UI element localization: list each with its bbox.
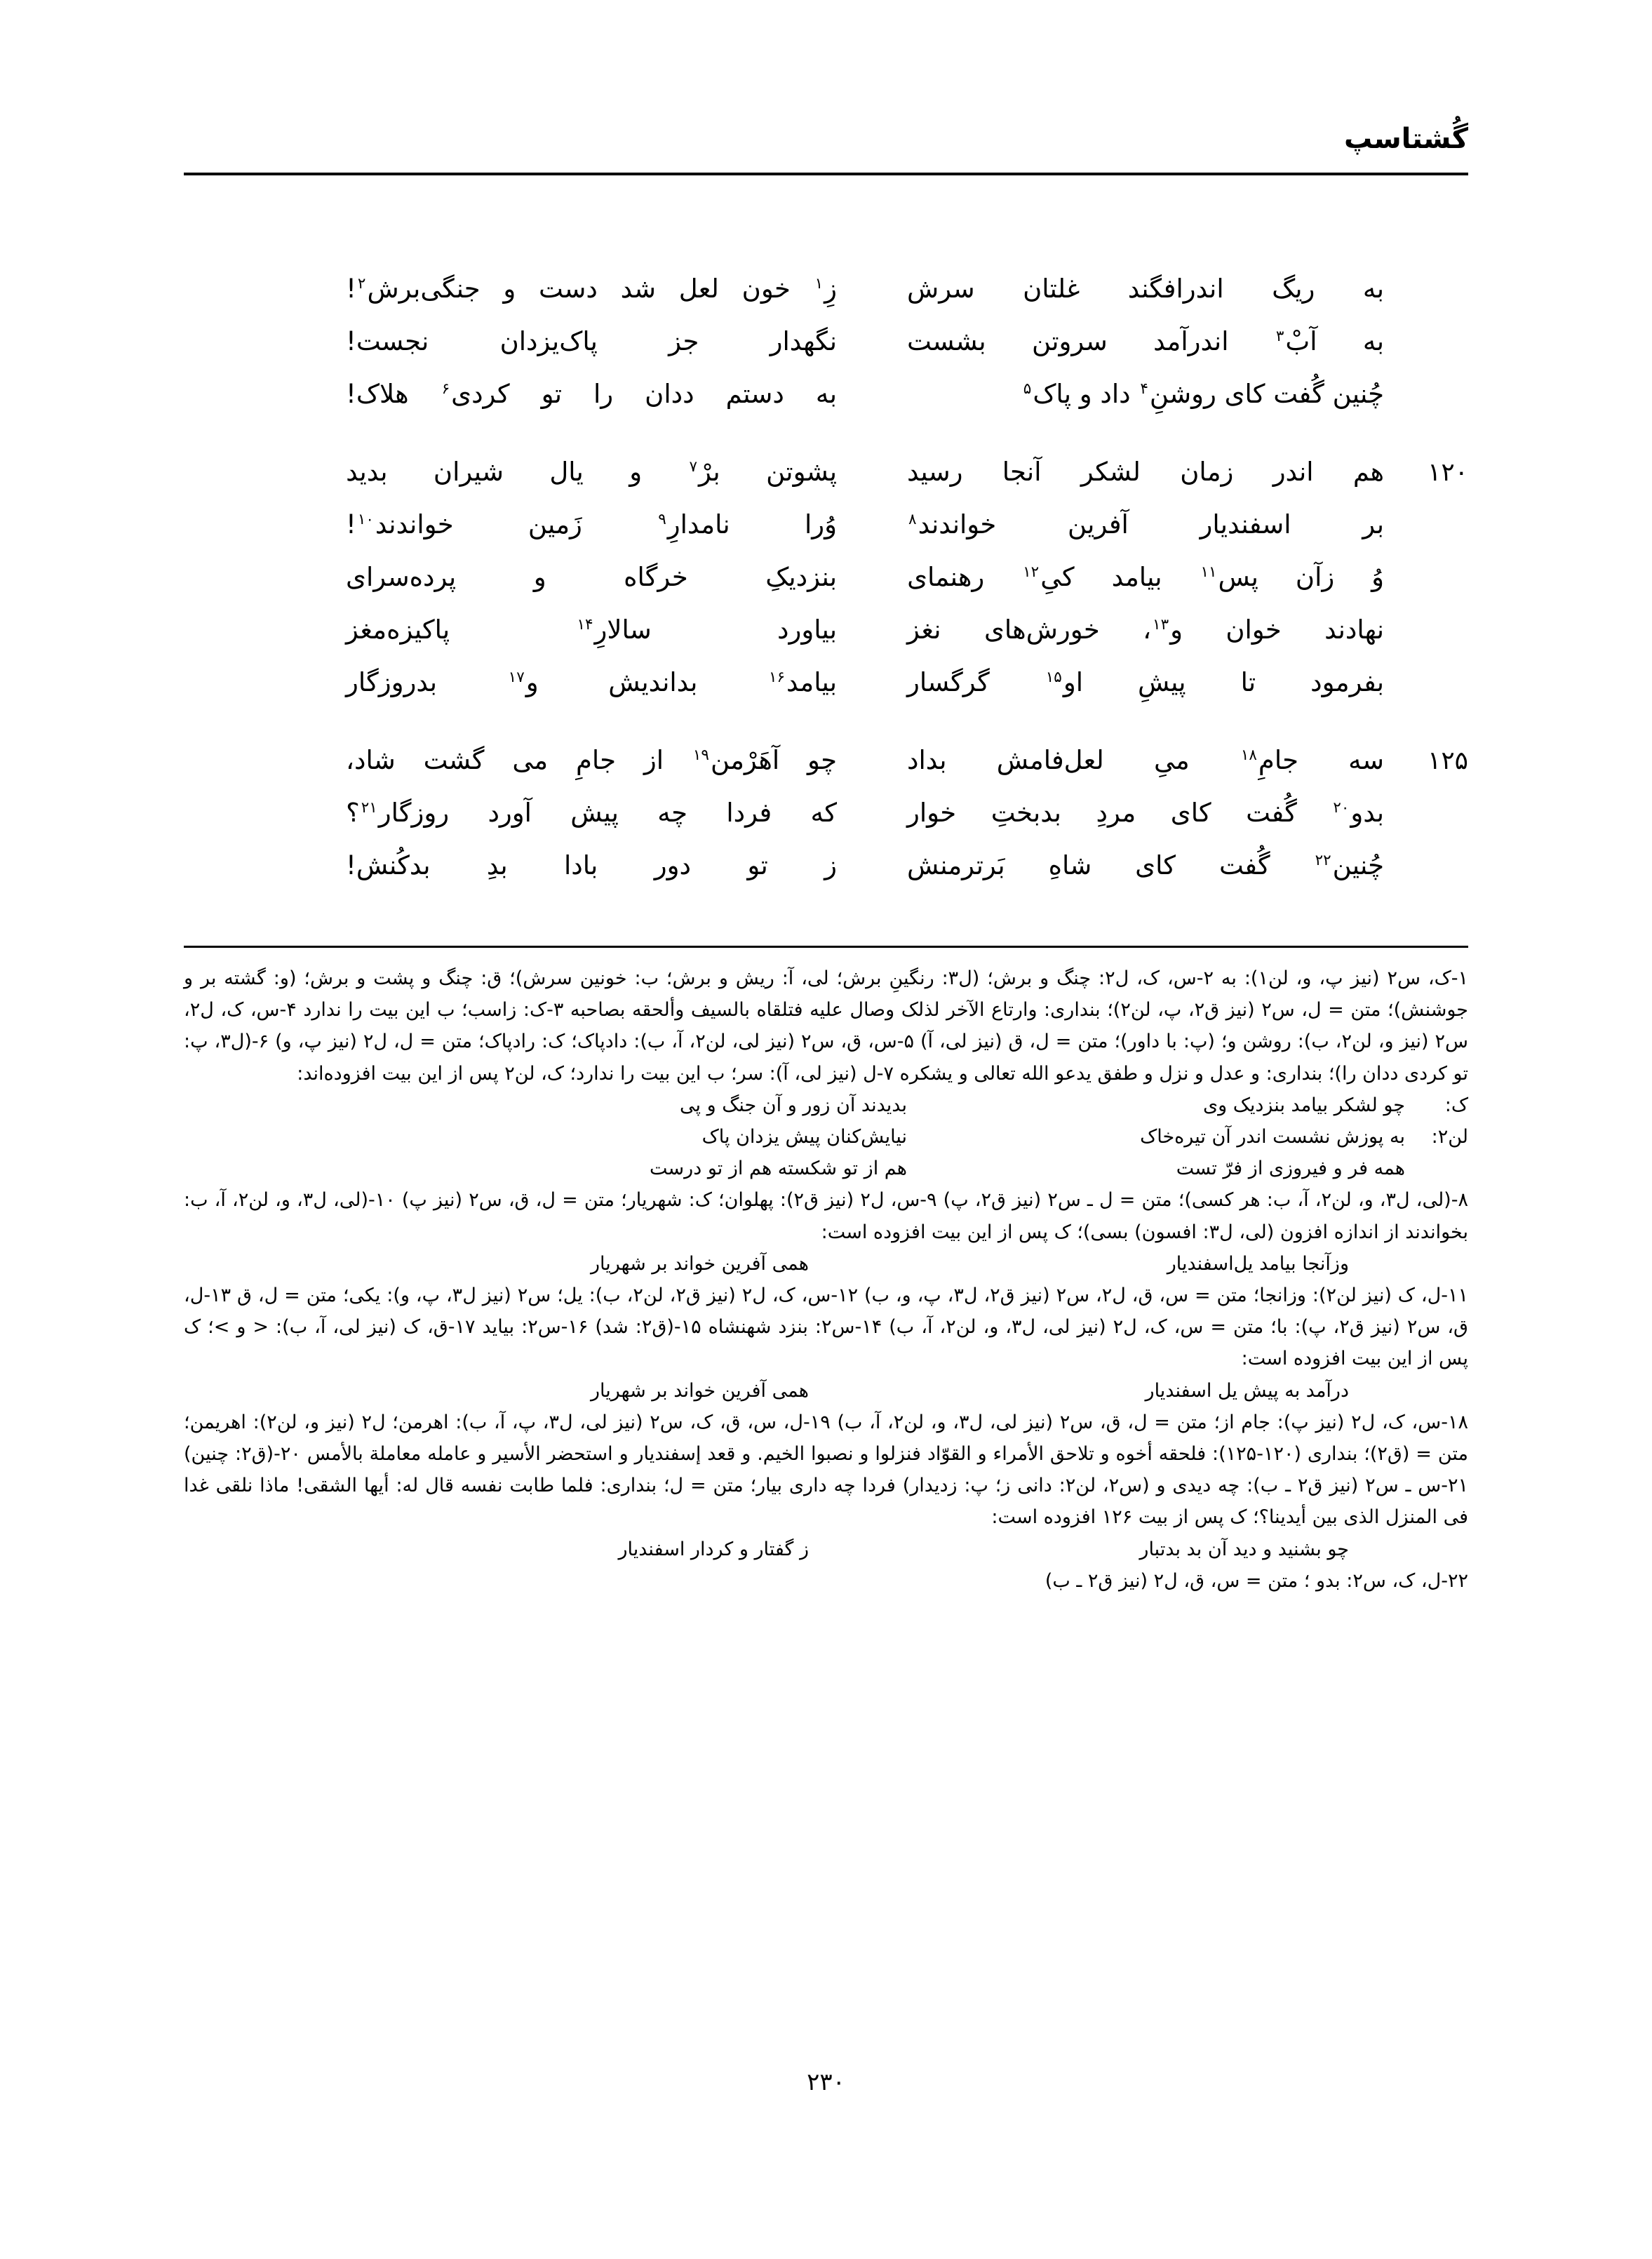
footnote-ref: ۲۰ bbox=[1333, 798, 1350, 817]
quoted-hemistich-second: بدیدند آن زور و آن جنگ و پی bbox=[679, 1094, 907, 1116]
quoted-hemistich-first: وزآنجا بیامد یل‌اسفندیار bbox=[1167, 1252, 1349, 1275]
apparatus-paragraph: ۲۲-ل، ک، س۲: بدو ؛ متن = س، ق، ل۲ (نیز ق۲ ـ ب) bbox=[1045, 1569, 1468, 1592]
quoted-hemistich-first: همه فر و فیروزی از فرّ تست bbox=[1176, 1158, 1405, 1180]
apparatus-paragraph: ۱-ک، س۲ (نیز پ، و، لن۱): به ۲-س، ک، ل۲: چنگ و برش؛ (ل۳: رنگینِ برش؛ لی، آ: ریش و برش؛ ب: خونین سرش)؛ ق: چنگ و پشت و برش؛ (و: گشته بر و جوشنش)؛ متن = ل، س۲ (نیز ق۲، پ، لن۲)؛ بنداری: وارتاع الآخر لذلک وصال علیه فتلقاه بالسیف وألحقه بصاحبه ۳-ک: زاسب؛ ب این بیت را ندارد ۴-س، ک، ل۲، س۲ (نیز و، لن۲، ب): روشن و؛ (پ: با داور)؛ متن = ل، ق (نیز لی، آ) ۵-س، ق، س۲ (نیز لی، لن۲، آ، ب): دادپاک؛ ک: رادپاک؛ متن = ل، ل۲ (نیز پ، و) ۶-(ل۳، پ: تو کردی ددان را)؛ بنداری: و عدل و نزل و طفق یدعو الله تعالی و یشکره ۷-ل (نیز لی، آ): سر؛ ب این بیت را ندارد؛ ک، لن۲ پس از این بیت افزوده‌اند: bbox=[184, 967, 1469, 1085]
footnote-ref: ۹ bbox=[658, 510, 666, 528]
hemistich-second: نگهدار جز پاک‌یزدان نجست! bbox=[346, 326, 837, 356]
footnote-ref: ۸ bbox=[908, 510, 917, 528]
quoted-hemistich-second: همی آفرین خواند بر شهریار bbox=[590, 1252, 809, 1275]
quoted-hemistich-second: نیایش‌کنان پیش یزدان پاک bbox=[701, 1126, 907, 1148]
hemistich-first: نهادند خوان و$^{۱۳}$، خورش‌های نغز bbox=[907, 615, 1384, 645]
footnote-ref: ۵ bbox=[1023, 380, 1032, 398]
verse-text-area bbox=[184, 274, 1468, 928]
verse-line bbox=[184, 326, 1468, 379]
footnote-ref: ۲۲ bbox=[1315, 851, 1331, 869]
hemistich-second: وُرا نامدارِ$^۹$ زَمین خواندند$^{۱۰}$! bbox=[346, 509, 837, 539]
footnote-ref: ۲۱ bbox=[361, 798, 377, 817]
running-title: گُشتاسپ bbox=[1344, 123, 1468, 155]
hemistich-first: بر اسفندیار آفرین خواندند$^۸$ bbox=[908, 509, 1384, 539]
verse-line bbox=[184, 615, 1468, 667]
footnote-ref: ۱۱ bbox=[1200, 563, 1217, 581]
apparatus-divider-rule bbox=[184, 946, 1468, 948]
hemistich-first: بفرمود تا پیشِ او$^{۱۵}$ گرگسار bbox=[907, 667, 1384, 697]
hemistich-second: به دستم ددان را تو کردی$^۶$ هلاک! bbox=[346, 379, 837, 409]
quoted-hemistich-first: درآمد به پیش یل اسفندیار bbox=[1145, 1379, 1349, 1402]
quoted-couplet bbox=[184, 1153, 1468, 1184]
hemistich-first: به ریگ اندرافگند غلتان سرش bbox=[907, 274, 1384, 304]
hemistich-first: سه جامِ$^{۱۸}$ میِ لعل‌فامش بداد bbox=[907, 745, 1384, 775]
quoted-couplet bbox=[184, 1375, 1468, 1407]
quoted-couplet bbox=[184, 1534, 1468, 1565]
quoted-couplet-siglum: لن۲: bbox=[1431, 1126, 1468, 1148]
footnote-ref: ۱۲ bbox=[1023, 563, 1040, 581]
footnote-ref: ۱۵ bbox=[1045, 668, 1062, 686]
footnote-ref: ۳ bbox=[1275, 327, 1284, 345]
hemistich-second: زِ$^۱$ خون لعل شد دست و جنگی‌برش$^۲$! bbox=[346, 274, 837, 304]
hemistich-second: بنزدیکِ خرگاه و پرده‌سرای bbox=[346, 562, 837, 592]
running-header bbox=[184, 125, 1468, 188]
quoted-couplet-siglum: ک: bbox=[1444, 1094, 1468, 1116]
footnote-ref: ۱۷ bbox=[508, 668, 525, 686]
verse-line bbox=[184, 509, 1468, 562]
verse-line bbox=[184, 457, 1468, 509]
verse-line bbox=[184, 745, 1468, 798]
hemistich-first: وُ زآن پس$^{۱۱}$ بیامد کیِ$^{۱۲}$ رهنمای bbox=[907, 562, 1384, 592]
verse-number: ۱۲۰ bbox=[1427, 458, 1468, 487]
apparatus-paragraph: ۱۱-ل، ک (نیز لن۲): وزانجا؛ متن = س، ق، ل۲، س۲ (نیز ق۲، ل۳، پ، و، ب) ۱۲-س، ک، ل۲ (نیز ق۲، لن۲، ب): یل؛ س۲ (نیز ل۳، پ، و): یکی؛ متن = ل، ق ۱۳-ل، ق، س۲ (نیز ق۲، پ): با؛ متن = س، ک، ل۲ (نیز لی، ل۳، و، لن۲، آ، ب) ۱۴-س۲: بنزد شهنشاه ۱۵-(ق۲: شد) ۱۶-س۲: بیاید ۱۷-ق، ک (نیز لی، آ، ب): < و >؛ ک پس از این بیت افزوده است: bbox=[184, 1284, 1468, 1370]
footnote-ref: ۶ bbox=[441, 380, 450, 398]
footnote-ref: ۱۸ bbox=[1240, 746, 1257, 764]
footnote-ref: ۴ bbox=[1140, 380, 1148, 398]
footnote-ref: ۱۳ bbox=[1153, 615, 1169, 634]
quoted-hemistich-first: چو بشنید و دید آن بد بدتبار bbox=[1139, 1538, 1349, 1560]
quoted-hemistich-second: ز گفتار و کردار اسفندیار bbox=[618, 1538, 809, 1560]
apparatus-paragraph: ۱۸-س، ک، ل۲ (نیز پ): جام از؛ متن = ل، ق، س۲ (نیز لی، ل۳، و، لن۲، آ، ب) ۱۹-ل، س، ق، ک، س۲ (نیز لی، ل۳، پ، آ، ب): اهرمن؛ ل۲ (نیز و، لن۲): اهریمن؛ متن = (ق۲)؛ بنداری (۱۲۰-۱۲۵): فلحقه أخوه و تلاحق الأمراء و القوّاد فنزلوا و نصبوا الخیم. و قعد إسفندیار و استحضر الأسیر و عامله معاملة بالأمس ۲۰-(ق۲: چنین) ۲۱-س ـ س۲ (نیز ق۲ ـ ب): چه دیدی و (س۲، لن۲: دانی ز؛ پ: زدیدار) فردا چه داری بیار؛ متن = ل؛ بنداری: فلما طابت نفسه قال له: أیها الشقی! ماذا نلقی غدا فی المنزل الذی بین أیدینا؟؛ ک پس از بیت ۱۲۶ افزوده است: bbox=[184, 1411, 1469, 1529]
verse-line bbox=[184, 379, 1468, 431]
hemistich-second: چو آهَرْمن$^{۱۹}$ از جامِ می گشت شاد، bbox=[346, 745, 837, 775]
critical-apparatus bbox=[184, 963, 1468, 1597]
hemistich-second: پشوتن برْ$^۷$ و یال شیران بدید bbox=[346, 457, 837, 487]
footnote-ref: ۱۰ bbox=[357, 510, 374, 528]
verse-line bbox=[184, 562, 1468, 615]
verse-line bbox=[184, 667, 1468, 720]
hemistich-first: هم اندر زمان لشکر آنجا رسید bbox=[907, 457, 1384, 487]
page-number: ۲۳۰ bbox=[807, 2068, 845, 2096]
quoted-couplet bbox=[184, 1248, 1468, 1280]
quoted-hemistich-second: هم از تو شکسته هم از تو درست bbox=[650, 1158, 907, 1180]
quoted-hemistich-first: به پوزش نشست اندر آن تیره‌خاک bbox=[1140, 1126, 1405, 1148]
hemistich-second: بیاورد سالارِ$^{۱۴}$ پاکیزه‌مغز bbox=[346, 615, 837, 645]
quoted-hemistich-first: چو لشکر بیامد بنزدیک وی bbox=[1202, 1094, 1405, 1116]
quoted-couplet bbox=[184, 1121, 1468, 1153]
footnote-ref: ۲ bbox=[357, 274, 366, 293]
verse-number: ۱۲۵ bbox=[1427, 746, 1468, 775]
hemistich-first: چُنین$^{۲۲}$ گُفت کای شاهِ بَرترمنش bbox=[907, 850, 1384, 880]
hemistich-first: چُنین گُفت کای روشنِ$^۴$ داد و پاک$^۵$ bbox=[1023, 379, 1384, 409]
hemistich-first: به آبْ$^۳$ اندرآمد سروتن بشست bbox=[907, 326, 1384, 356]
footnote-ref: ۱۴ bbox=[577, 615, 593, 634]
footnote-ref: ۱۶ bbox=[768, 668, 786, 686]
verse-block bbox=[184, 457, 1468, 720]
footnote-ref: ۱ bbox=[814, 274, 824, 293]
footnote-ref: ۷ bbox=[689, 457, 697, 476]
verse-line bbox=[184, 850, 1468, 903]
quoted-hemistich-second: همی آفرین خواند بر شهریار bbox=[590, 1379, 809, 1402]
verse-line bbox=[184, 274, 1468, 326]
footnote-ref: ۱۹ bbox=[692, 746, 709, 764]
header-divider-rule bbox=[184, 173, 1468, 175]
apparatus-paragraph: ۸-(لی، ل۳، و، لن۲، آ، ب: هر کسی)؛ متن = ل ـ س۲ (نیز ق۲، پ) ۹-س، ل۲ (نیز ق۲): پهلوان؛ ک: شهریار؛ متن = ل، ق، س۲ (نیز پ) ۱۰-(لی، ل۳، و، لن۲، آ، ب: بخواندند از اندازه افزون (لی، ل۳: افسون) بسی)؛ ک پس از این بیت افزوده است: bbox=[184, 1189, 1468, 1243]
hemistich-second: بیامد$^{۱۶}$ بداندیش و$^{۱۷}$ بدروزگار bbox=[346, 667, 837, 697]
hemistich-second: که فردا چه پیش آورد روزگار$^{۲۱}$؟ bbox=[346, 798, 837, 828]
verse-block bbox=[184, 274, 1468, 431]
quoted-couplet bbox=[184, 1090, 1468, 1121]
verse-block bbox=[184, 745, 1468, 903]
hemistich-second: ز تو دور بادا بدِ بدکُنش! bbox=[346, 850, 837, 880]
hemistich-first: بدو$^{۲۰}$ گُفت کای مردِ بدبختِ خوار bbox=[907, 798, 1384, 828]
verse-line bbox=[184, 798, 1468, 850]
